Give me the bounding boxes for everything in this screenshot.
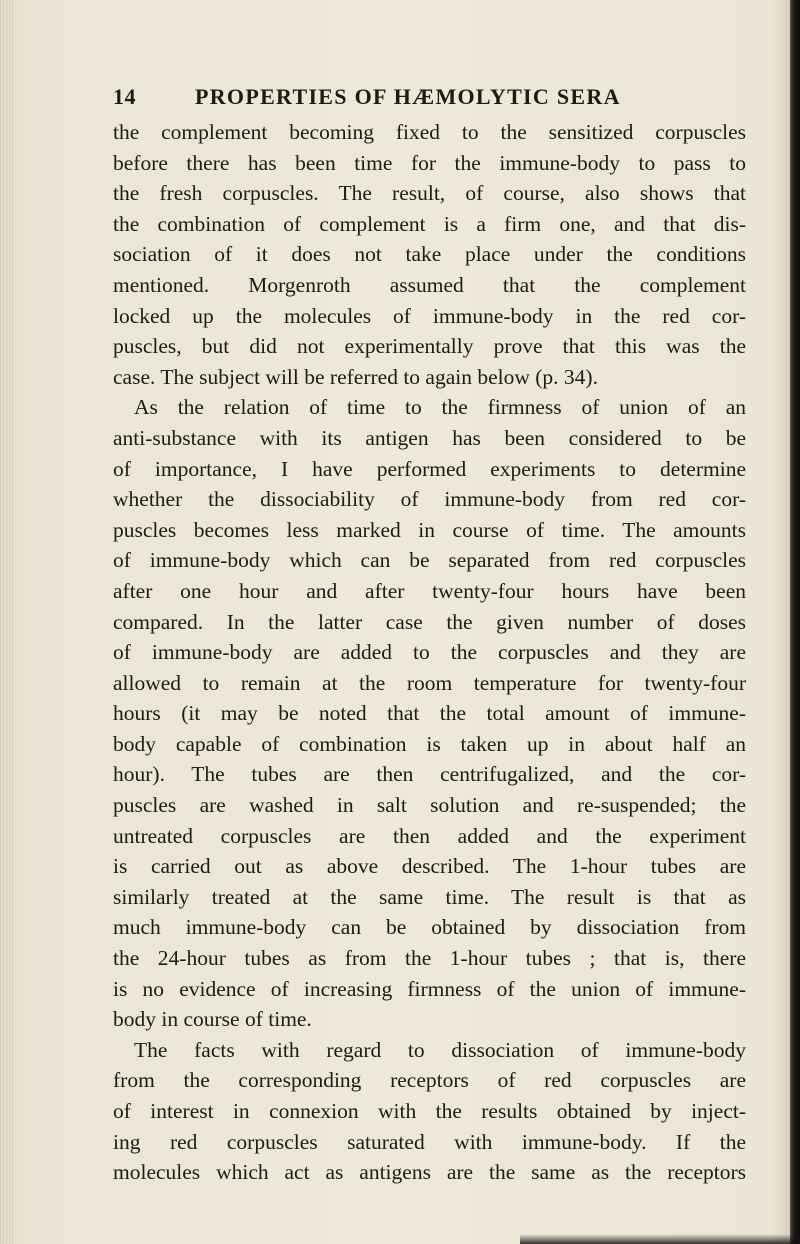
text-line: untreated corpuscles are then added and the experiment <box>113 823 746 848</box>
text-line: puscles becomes less marked in course of time. The amounts <box>113 517 746 542</box>
text-line: before there has been time for the immune-body to pass to <box>113 150 746 175</box>
book-spine-shadow <box>790 0 800 1244</box>
text-line: from the corresponding receptors of red corpuscles are <box>113 1068 746 1093</box>
paragraph-start-line: The facts with regard to dissociation of immune-body <box>134 1037 746 1062</box>
body-text <box>113 117 746 1188</box>
text-line: much immune-body can be obtained by dissociation from <box>113 915 746 940</box>
text-line: locked up the molecules of immune-body in the red cor- <box>113 303 746 328</box>
text-line: the complement becoming fixed to the sensitized corpuscles <box>113 120 746 144</box>
text-line: is carried out as above described. The 1-hour tubes are <box>113 854 746 879</box>
text-line: the fresh corpuscles. The result, of course, also shows that <box>113 181 746 206</box>
text-line: compared. In the latter case the given number of doses <box>113 609 746 634</box>
text-line: puscles, but did not experimentally prove that this was the <box>113 334 746 359</box>
text-line: is no evidence of increasing firmness of the union of immune- <box>113 976 746 1001</box>
text-line: body capable of combination is taken up in about half an <box>113 731 746 756</box>
text-line: case. The subject will be referred to again below (p. 34). <box>113 364 598 389</box>
page-left-edge <box>0 0 14 1244</box>
text-line: sociation of it does not take place under the conditions <box>113 242 746 267</box>
text-line: of interest in connexion with the results obtained by inject- <box>113 1099 746 1123</box>
text-line: body in course of time. <box>113 1007 312 1032</box>
text-line: allowed to remain at the room temperature for twenty-four <box>113 670 746 695</box>
text-line: molecules which act as antigens are the same as the receptors <box>113 1160 746 1185</box>
text-line: after one hour and after twenty-four hours have been <box>113 578 746 603</box>
text-line: hour). The tubes are then centrifugalized, and the cor- <box>113 762 746 787</box>
text-line: whether the dissociability of immune-body from red cor- <box>113 487 746 512</box>
text-line: the 24-hour tubes as from the 1-hour tubes ; that is, there <box>113 946 746 971</box>
text-line: mentioned. Morgenroth assumed that the complement <box>113 272 746 297</box>
running-title: PROPERTIES OF HÆMOLYTIC SERA <box>195 84 621 109</box>
text-line: hours (it may be noted that the total amount of immune- <box>113 701 746 726</box>
page-number: 14 <box>113 84 136 109</box>
text-line: of immune-body which can be separated from red corpuscles <box>113 548 746 573</box>
paragraph-start-line: As the relation of time to the firmness of union of an <box>134 395 746 420</box>
text-line: anti-substance with its antigen has been considered to be <box>113 425 746 450</box>
text-line: similarly treated at the same time. The result is that as <box>113 884 746 909</box>
page-header <box>113 84 741 116</box>
text-line: puscles are washed in salt solution and re-suspended; the <box>113 793 746 818</box>
text-line: ing red corpuscles saturated with immune-body. If the <box>113 1129 746 1154</box>
text-line: of immune-body are added to the corpuscles and they are <box>113 640 746 665</box>
page-bottom-shadow <box>520 1234 800 1244</box>
text-line: of importance, I have performed experiments to determine <box>113 456 746 481</box>
text-line: the combination of complement is a firm one, and that dis- <box>113 211 746 236</box>
